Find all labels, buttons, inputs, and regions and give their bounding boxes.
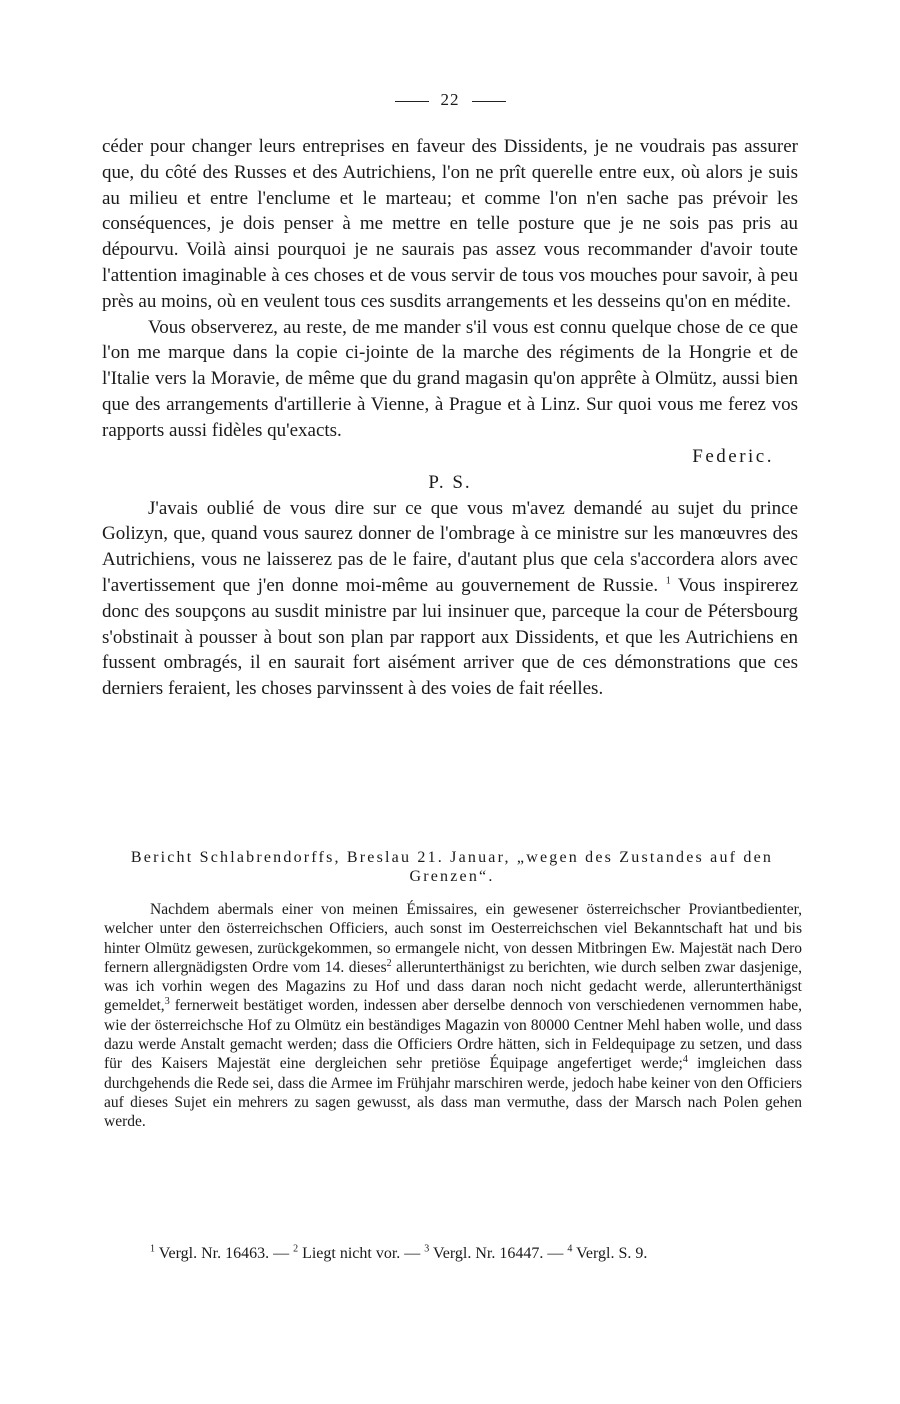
page-number [0,90,900,110]
letter-paragraph-2: Vous observerez, au reste, de me mander s'il vous est connu quelque chose de ce que l'on me marque dans la copie ci-jointe de la marche des régiments de la Hongrie et de l'Italie vers la Moravie, de même que du grand magasin qu'on apprête à Olmütz, aussi bien que des arrangements d'artillerie à Vienne, à Prague et à Linz. Sur quoi vous me ferez vos rapports aussi fidèles qu'exacts. [102,316,798,441]
letter-body [102,134,798,702]
page-number-text: 22 [440,90,460,109]
report-text-4: imgleichen dass durchgehends die Rede sei, dass die Armee im Frühjahr marschiren werde, jedoch habe keiner von den Officiers auf dieses Sujet ein mehrers zu sagen gewusst, als dass man vermuthe, dass der Marsch nach Polen gehen werde. [104,1055,803,1131]
postscript-text-2: Vous inspirerez donc des soupçons au susdit ministre par lui insinuer que, parceque la cour de Pétersbourg s'obstinait à pousser à bout son plan par rapport aux Dissidents, et que les Autrichiens en fussent ombragés, il en saurait fort aisément arriver que de ces démonstrations que ces derniers feraient, les choses parvinssent à des voies de fait réelles. [102,574,799,700]
signature: Federic. [692,445,774,467]
report-body [104,900,802,1132]
report-text-2: allerunterthänigst zu berichten, wie durch selben zwar dasjenige, was ich vorhin wegen des Magazins zu Hof und dass daran noch nicht gedacht werde, allerunterthänigst gemeldet, [104,958,803,1015]
footnote-ref-3: 3 [164,996,170,1008]
postscript-heading: P. S. [428,471,472,493]
report-text-1: Nachdem abermals einer von meinen Émissaires, ein gewesener österreichscher Proviantbedienter, welcher unter den österreichschen Officiers, auch sonst im Oesterreichschen viel Bekanntschaft hat und bis hinter Olmütz gewesen, zurückgekommen, so ermangele nicht, von dessen Mitbringen Ew. Majestät nach Dero fernern allergnädigsten Ordre vom 14. dieses [104,901,802,976]
footnote-text-2: Liegt nicht vor. — [298,1245,425,1262]
footnote-text-4: Vergl. S. 9. [572,1245,648,1262]
footnote-ref-4: 4 [682,1054,688,1066]
dash-left [395,101,429,102]
footnote-number-3: 3 [424,1243,430,1255]
letter-paragraph-1: céder pour changer leurs entreprises en faveur des Dissidents, je ne voudrais pas assurer que, du côté des Russes et des Autrichiens, l'on ne prît querelle entre eux, où alors je suis au milieu et entre l'enclume et le marteau; et comme l'on n'en sache pas prévoir les conséquences, je dois penser à me mettre en telle posture que je ne sois pas pris au dépourvu. Voilà ainsi pourquoi je ne saurais pas assez vous recommander d'avoir toute l'attention imaginable à ces choses et de vous servir de tous vos mouches pour savoir, à peu près au moins, où en veulent tous ces susdits arrangements et les desseins qu'on en médite. [102,136,798,312]
footnote-line [104,1243,804,1265]
postscript-text-1: J'avais oublié de vous dire sur ce que vous m'avez demandé au sujet du prince Golizyn, que, quand vous saurez donner de l'ombrage à ce ministre sur les manœuvres des Autrichiens, vous ne laisserez pas de le faire, d'autant plus que cela s'accordera alors avec l'avertissement que j'en donne moi-même au gouvernement de Russie. [102,497,798,596]
dash-right [472,101,506,102]
footnote-text-3: Vergl. Nr. 16447. — [429,1245,568,1262]
report-paragraph [104,900,802,1132]
footnote-ref-2: 2 [386,957,392,969]
postscript-paragraph [102,496,798,702]
footnote-number-2: 2 [293,1243,299,1255]
footnotes [104,1243,804,1265]
report-heading: Bericht Schlabrendorffs, Breslau 21. Januar, „wegen des Zustandes auf den Grenzen“. [130,849,774,885]
footnote-number-1: 1 [150,1243,155,1255]
footnote-number-4: 4 [567,1243,573,1255]
footnote-text-1: Vergl. Nr. 16463. — [155,1245,294,1262]
footnote-ref-1: 1 [665,575,671,587]
report-text-3: fernerweit bestätiget worden, indessen aber derselbe dennoch von verschiedenen vernommen habe, wie der österreichsche Hof zu Olmütz ein beständiges Magazin von 80000 Centner Mehl haben wolle, und dass dazu werde Anstalt gemacht werden; dass die Officiers Ordre hätten, sich in Feldequipage zu setzen, und dass für des Kaisers Majestät eine dergleichen sehr pretiöse Équipage angefertiget werde; [104,997,802,1073]
